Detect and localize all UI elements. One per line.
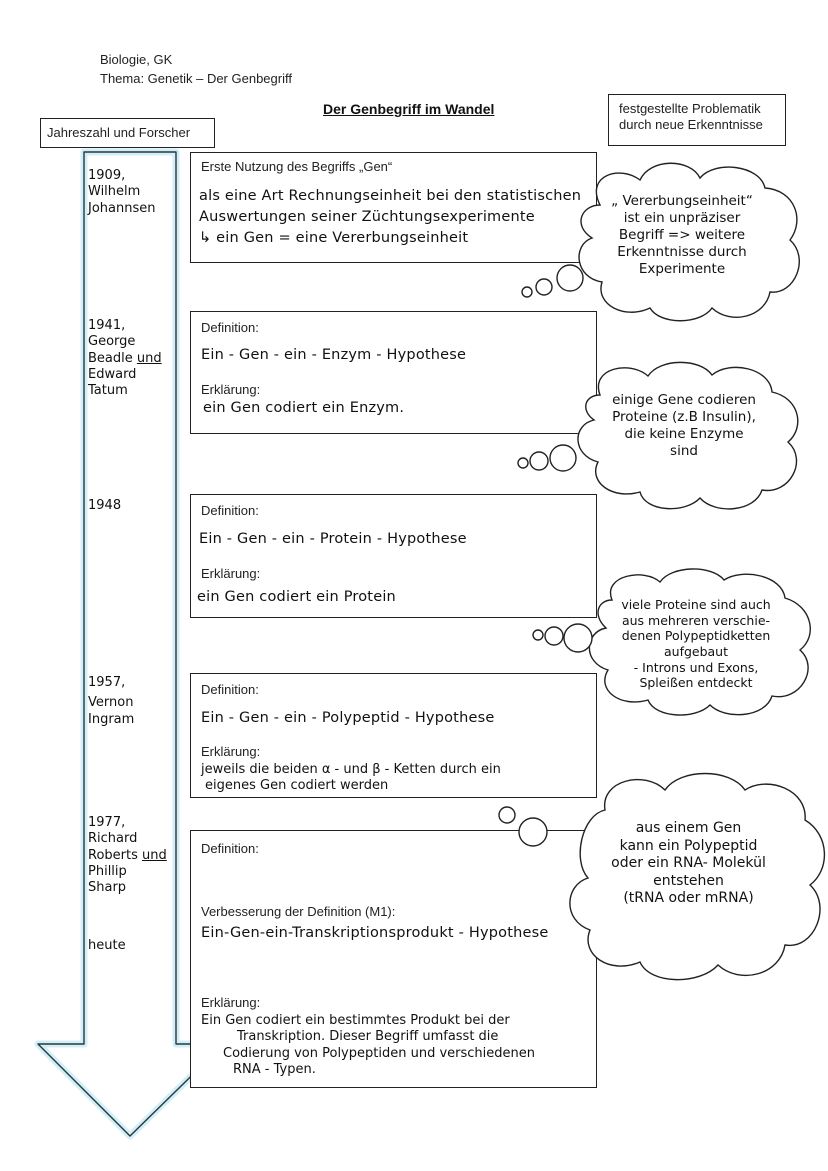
content-line: eigenes Gen codiert werden: [205, 778, 389, 794]
researcher-name: Edward: [88, 366, 137, 382]
page-title: Der Genbegriff im Wandel: [323, 101, 495, 117]
box-label: Erste Nutzung des Begriffs „Gen“: [201, 159, 393, 174]
cloud-bubble: [550, 445, 576, 471]
cloud-line: sind: [670, 442, 698, 459]
content-line: Auswertungen seiner Züchtungsexperimente: [199, 209, 535, 226]
content-line: Codierung von Polypeptiden und verschiedenen: [223, 1045, 535, 1061]
cloud-bubble: [564, 624, 592, 652]
cloud-line: einige Gene codieren: [612, 392, 756, 408]
timeline-entry-today: heute: [88, 938, 126, 953]
researcher-name: Phillip: [88, 863, 127, 879]
problem-header-line1: festgestellte Problematik: [619, 101, 761, 116]
cloud-line: Erkenntnisse durch: [617, 243, 747, 260]
researcher-name: Ingram: [88, 711, 135, 727]
content-line: jeweils die beiden α - und β - Ketten durch ein: [201, 762, 501, 777]
researcher-name: Beadle: [88, 350, 133, 366]
cloud-bubble: [499, 807, 515, 823]
cloud-line: Experimente: [638, 260, 726, 277]
cloud-line: „ Vererbungseinheit“: [611, 193, 753, 209]
definition-text: Ein-Gen-ein-Transkriptionsprodukt - Hypothese: [201, 925, 549, 941]
cloud-line: entstehen: [653, 872, 724, 889]
explanation-text: ein Gen codiert ein Enzym.: [203, 400, 405, 416]
cloud-line: (tRNA oder mRNA): [623, 890, 754, 906]
cloud-bubble: [522, 287, 532, 297]
definition-text: Ein - Gen - ein - Enzym - Hypothese: [201, 347, 467, 363]
year-label: 1941,: [88, 318, 126, 333]
cloud-bubble: [518, 458, 528, 468]
cloud-text-3: [602, 597, 790, 691]
cloud-line: kann ein Polypeptid: [619, 837, 758, 854]
content-line: Ein Gen codiert ein bestimmtes Produkt bei der: [201, 1013, 510, 1028]
content-line: RNA - Typen.: [233, 1061, 316, 1077]
cloud-line: Spleißen entdeckt: [639, 675, 753, 691]
timeline-header-label: Jahreszahl und Forscher: [47, 125, 191, 140]
cloud-bubble: [545, 627, 563, 645]
explanation-label: Erklärung:: [201, 744, 261, 759]
cloud-bubble: [519, 818, 547, 846]
researcher-name: Richard: [88, 831, 138, 847]
definition-text: Ein - Gen - ein - Polypeptid - Hypothese: [201, 710, 495, 726]
cloud-line: die keine Enzyme: [624, 425, 744, 442]
researcher-name: Vernon: [88, 695, 134, 711]
cloud-line: viele Proteine sind auch: [621, 597, 771, 612]
year-label: 1957,: [88, 675, 126, 690]
year-label: 1909,: [88, 168, 126, 183]
cloud-line: aus einem Gen: [635, 820, 742, 836]
cloud-line: - Introns und Exons,: [633, 659, 759, 675]
explanation-label: Erklärung:: [201, 995, 261, 1010]
cloud-bubble: [536, 279, 552, 295]
researcher-name: Roberts: [88, 847, 138, 863]
researcher-name: Tatum: [88, 383, 128, 398]
cloud-bubble: [557, 265, 583, 291]
content-line: ↳ ein Gen = eine Vererbungseinheit: [199, 230, 469, 247]
definition-label: Definition:: [201, 841, 259, 856]
cloud-line: ist ein unpräziser: [623, 209, 741, 226]
cloud-line: aufgebaut: [663, 643, 729, 659]
content-line: Transkription. Dieser Begriff umfasst die: [237, 1029, 499, 1045]
conjunction: und: [136, 350, 162, 366]
explanation-label: Erklärung:: [201, 382, 261, 397]
explanation-label: Erklärung:: [201, 566, 261, 581]
definition-label: Definition:: [201, 682, 259, 697]
cloud-line: aus mehreren verschie-: [621, 612, 771, 628]
improvement-label: Verbesserung der Definition (M1):: [201, 904, 396, 919]
cloud-line: Begriff => weitere: [618, 226, 746, 243]
problem-header-line2: durch neue Erkenntnisse: [619, 117, 763, 133]
year-label: 1948: [88, 498, 122, 513]
researcher-name: Wilhelm: [88, 184, 141, 200]
cloud-text-2: [594, 392, 774, 460]
cloud-line: oder ein RNA- Molekül: [611, 855, 766, 871]
topic-label: Thema: Genetik – Der Genbegriff: [100, 71, 292, 86]
cloud-text-4: [586, 820, 791, 908]
definition-text: Ein - Gen - ein - Protein - Hypothese: [199, 531, 467, 547]
researcher-name: Sharp: [88, 880, 127, 895]
definition-label: Definition:: [201, 320, 259, 335]
cloud-line: denen Polypeptidketten: [621, 628, 771, 644]
conjunction: und: [142, 847, 167, 863]
cloud-text-1: [592, 193, 772, 277]
researcher-name: Johannsen: [88, 200, 156, 216]
content-line: als eine Art Rechnungseinheit bei den statistischen: [199, 188, 582, 204]
cloud-bubble: [530, 452, 548, 470]
definition-label: Definition:: [201, 503, 259, 518]
explanation-text: ein Gen codiert ein Protein: [197, 589, 396, 605]
subject-label: Biologie, GK: [100, 52, 173, 67]
year-label: 1977,: [88, 815, 126, 830]
cloud-bubble: [533, 630, 543, 640]
cloud-line: Proteine (z.B Insulin),: [612, 408, 756, 425]
researcher-name: George: [88, 334, 136, 350]
